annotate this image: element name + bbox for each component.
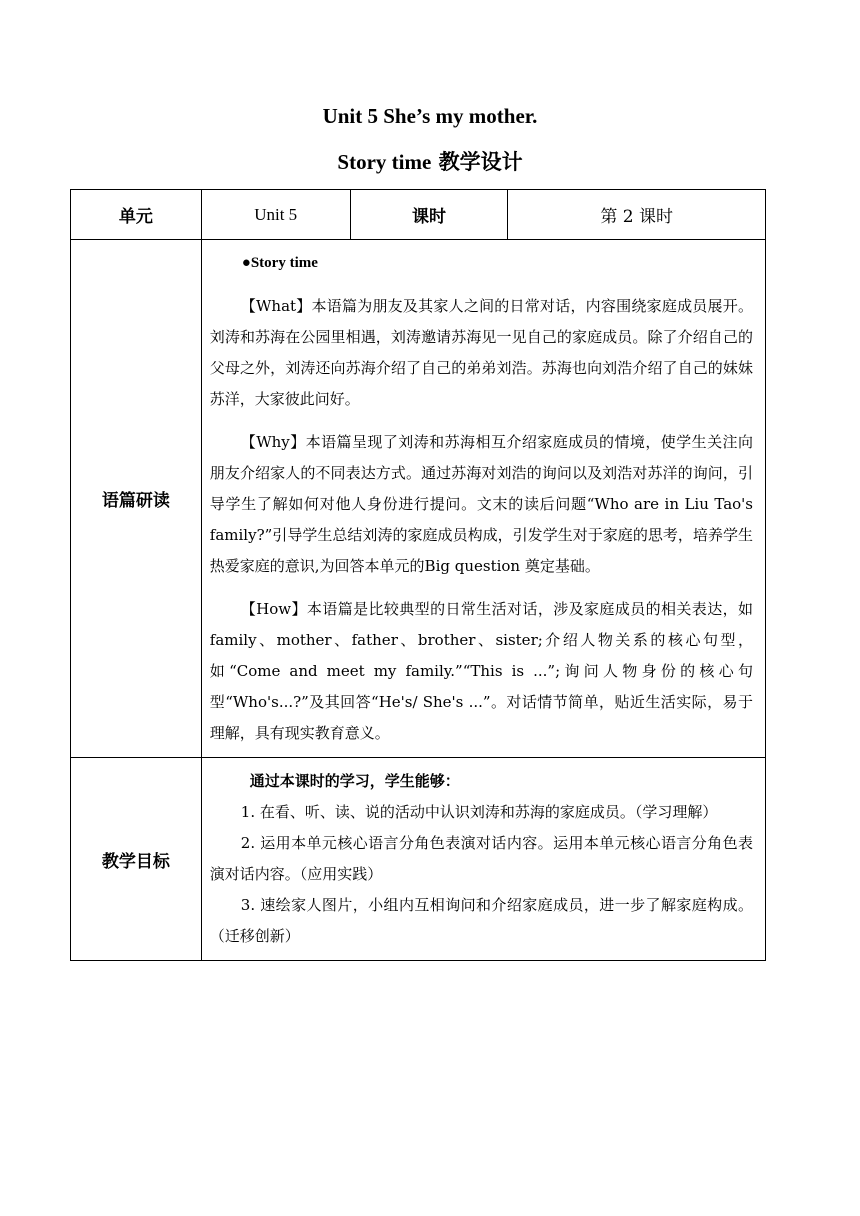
objectives-content	[201, 758, 765, 961]
document-title: Unit 5 She’s my mother.	[322, 104, 538, 128]
lesson-label: 课时	[350, 190, 508, 240]
header-row	[71, 190, 766, 240]
lesson-design-table	[70, 189, 766, 961]
unit-value: Unit 5	[201, 190, 350, 240]
story-time-bullet: ●Story time	[241, 255, 318, 271]
objective-item: 3. 速绘家人图片，小组内互相询问和介绍家庭成员，进一步了解家庭构成。（迁移创新）	[209, 896, 753, 945]
objectives-intro: 通过本课时的学习，学生能够：	[249, 772, 460, 790]
reading-row	[71, 240, 766, 758]
reading-label: 语篇研读	[71, 240, 202, 758]
why-paragraph: 【Why】本语篇呈现了刘涛和苏海相互介绍家庭成员的情境，使学生关注向朋友介绍家人的不同表达方式。通过苏海对刘浩的询问以及刘浩对苏洋的询问，引导学生了解如何对他人身份进行提问。文末的读后问题“Who are in Liu Tao's family?”引导学生总结刘涛的家庭成员构成，引发学生对于家庭的思考，培养学生热爱家庭的意识,为回答本单元的Big question 奠定基础。	[209, 433, 753, 575]
subtitle-chinese: 教学设计	[431, 149, 523, 174]
subtitle-english: Story time	[337, 150, 432, 174]
objectives-label: 教学目标	[71, 758, 202, 961]
reading-content	[201, 240, 765, 758]
objectives-row	[71, 758, 766, 961]
document-subtitle	[0, 146, 860, 176]
objective-item: 2. 运用本单元核心语言分角色表演对话内容。运用本单元核心语言分角色表演对话内容。（应用实践）	[209, 834, 753, 883]
what-paragraph: 【What】本语篇为朋友及其家人之间的日常对话，内容围绕家庭成员展开。刘涛和苏海在公园里相遇，刘涛邀请苏海见一见自己的家庭成员。除了介绍自己的父母之外，刘涛还向苏海介绍了自己的弟弟刘浩。苏海也向刘浩介绍了自己的妹妹苏洋，大家彼此问好。	[209, 297, 753, 408]
objective-item: 1. 在看、听、读、说的活动中认识刘涛和苏海的家庭成员。（学习理解）	[240, 803, 718, 821]
lesson-value: 第 2 课时	[508, 190, 766, 240]
unit-label: 单元	[71, 190, 202, 240]
how-paragraph: 【How】本语篇是比较典型的日常生活对话，涉及家庭成员的相关表达，如 family、mother、father、brother、sister;介绍人物关系的核心句型，如“Come and meet my family.”“This is ...”;询问人物身份的核心句型“Who's...?”及其回答“He's/ She's ...”。对话情节简单，贴近生活实际，易于理解，具有现实教育意义。	[209, 600, 753, 742]
